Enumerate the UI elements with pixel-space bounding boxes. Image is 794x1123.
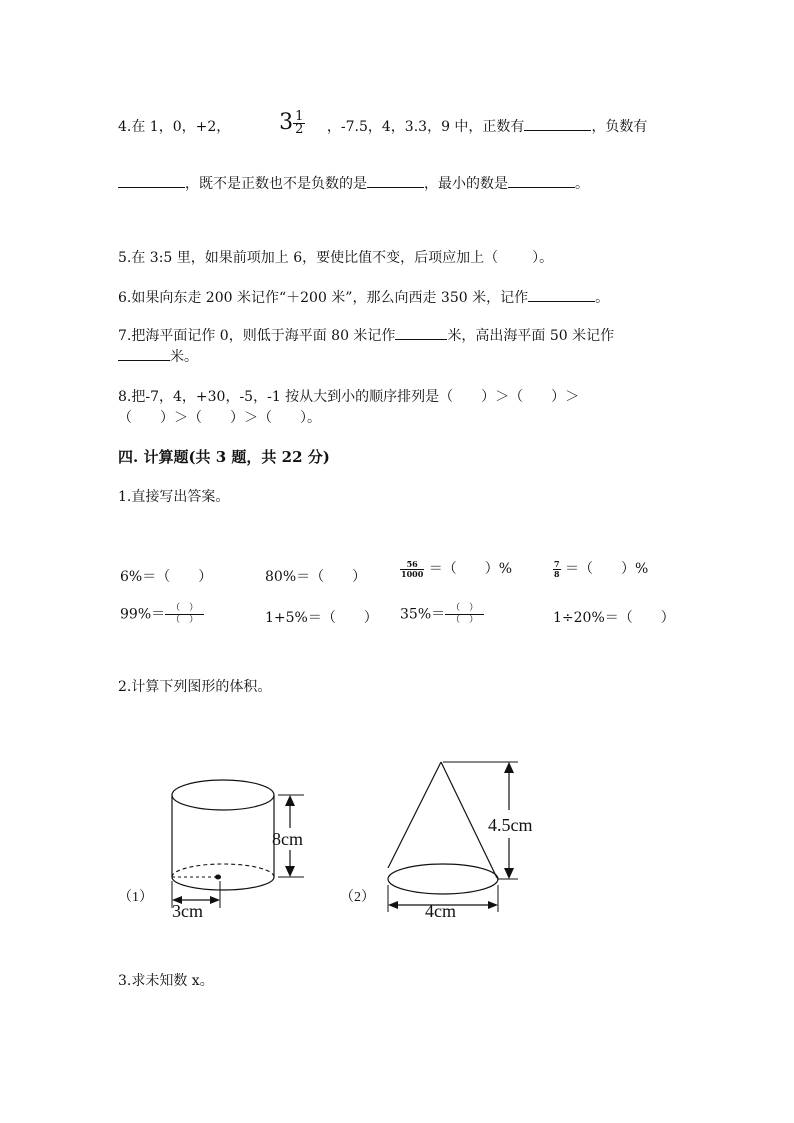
answer-blank[interactable] [528, 287, 595, 302]
answer-blank[interactable] [367, 173, 424, 188]
q7-line2: 米。 [118, 346, 198, 366]
answer-fraction[interactable]: （ ） （ ） [165, 603, 204, 626]
answer-blank[interactable] [395, 325, 447, 340]
q8-line1: 8.把-7，4，+30，-5，-1 按从大到小的顺序排列是（ ）＞（ ）＞ [118, 389, 580, 405]
cylinder-height-label: 8cm [272, 829, 303, 849]
q4-line1: 4.在 1，0，+2， 3 $\frac{1}{2}$ ，-7.5，4，3.3，9 中，正数有 ，负数有 [118, 108, 648, 137]
cone-height-label: 4.5cm [488, 815, 533, 835]
answer-blank[interactable] [508, 173, 575, 188]
q6: 6.如果向东走 200 米记作“＋200 米”，那么向西走 350 米，记作 。 [118, 287, 609, 307]
calc-item-fraction: $\frac{7}{8}$ ＝（ ）% [554, 558, 649, 579]
cylinder-number-label: （1） [118, 890, 153, 905]
answer-fraction[interactable]: （ ） （ ） [445, 603, 484, 626]
fraction: $\frac{7}{8}$ [554, 558, 560, 579]
calc-item-fraction: $\frac{56}{1000}$ ＝（ ）% [401, 558, 513, 579]
calc1-title: 1.直接写出答案。 [118, 489, 230, 505]
mixed-number: 3 $\frac{1}{2}$ [279, 108, 304, 137]
cylinder-radius-label: 3cm [172, 901, 203, 921]
answer-blank[interactable] [118, 346, 170, 361]
cylinder-figure [118, 780, 304, 921]
q5: 5.在 3:5 里，如果前项加上 6，要使比值不变，后项应加上（ ）。 [118, 250, 554, 266]
solids-figure [110, 750, 570, 930]
answer-blank[interactable] [118, 173, 185, 188]
calc3-title: 3.求未知数 x。 [118, 973, 214, 989]
calc-item-fraction: 35%＝ （ ） （ ） [400, 603, 484, 626]
cone-number-label: （2） [340, 890, 375, 905]
q8-line2: （ ）＞（ ）＞（ ）。 [118, 410, 321, 426]
q4-text-pre: 4.在 1，0，+2， [118, 119, 231, 135]
q4-text-post: ，-7.5，4，3.3，9 中，正数有 [326, 119, 525, 135]
fraction: $\frac{56}{1000}$ [401, 558, 424, 579]
calc-item: 6%＝（ ） [120, 569, 213, 585]
q7-line1: 7.把海平面记作 0，则低于海平面 80 米记作 米，高出海平面 50 米记作 [118, 325, 614, 345]
cone-diameter-label: 4cm [425, 901, 456, 921]
calc2-title: 2.计算下列图形的体积。 [118, 679, 272, 695]
calc-item: 1+5%＝（ ） [265, 610, 378, 626]
calc-item: 80%＝（ ） [265, 569, 367, 585]
q4-line2: ，既不是正数也不是负数的是 ，最小的数是 。 [118, 173, 589, 193]
cone-figure [340, 762, 533, 921]
section-title: 四. 计算题(共 3 题，共 22 分) [118, 448, 330, 466]
calc-item: 1÷20%＝（ ） [553, 610, 675, 626]
answer-blank[interactable] [524, 116, 591, 131]
calc-item-fraction: 99%＝ （ ） （ ） [120, 603, 204, 626]
